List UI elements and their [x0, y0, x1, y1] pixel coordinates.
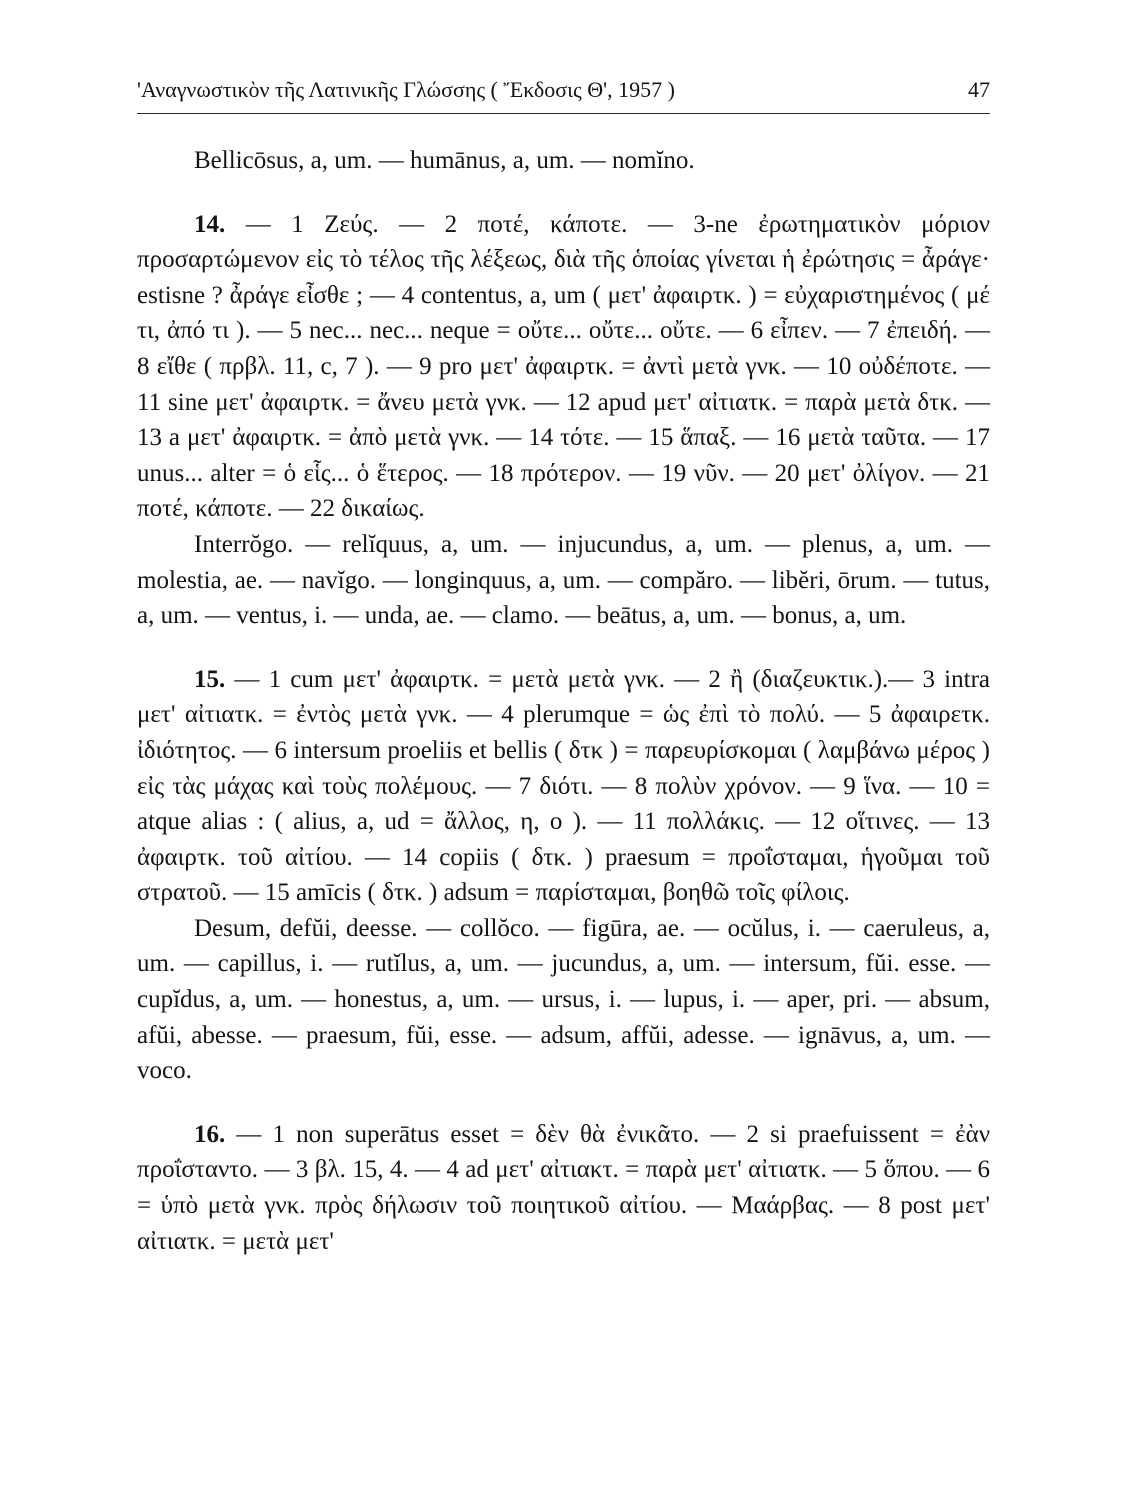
section-gap — [137, 179, 990, 207]
vocab-block-13 — [137, 143, 990, 179]
section-number: 16. — [194, 1120, 226, 1148]
section-number: 14. — [194, 210, 226, 238]
section-15 — [137, 662, 990, 1089]
section-number: 15. — [194, 665, 226, 693]
notes-text: — 1 cum μετ' ἀφαιρτκ. = μετὰ μετὰ γνκ. — 2 ἢ (διαζευκτικ.).— 3 intra μετ' αἰτιατκ. = ἐντὸς μετὰ γνκ. — 4 plerumque = ὡς ἐπὶ τὸ πολύ. — 5 ἀφαιρετκ. ἰδιότητος. — 6 intersum proeliis et bellis ( δτκ ) = παρευρίσκομαι ( λαμβάνω μέρος ) εἰς τὰς μάχας καὶ τοὺς πολέμους. — 7 διότι. — 8 πολὺν χρόνον. — 9 ἵνα. — 10 = atque alias : ( alius, a, ud = ἄλλος, η, ο ). — 11 πολλάκις. — 12 οἵτινες. — 13 ἀφαιρτκ. τοῦ αἰτίου. — 14 copiis ( δτκ. ) praesum = προΐσταμαι, ἡγοῦμαι τοῦ στρατοῦ. — 15 amīcis ( δτκ. ) adsum = παρίσταμαι, βοηθῶ τοῖς φίλοις. — [137, 665, 990, 907]
page-number: 47 — [968, 77, 990, 102]
vocab-paragraph: Bellicōsus, a, um. — humānus, a, um. — nomĭno. — [194, 147, 695, 174]
notes-text: — 1 Ζεύς. — 2 ποτέ, κάποτε. — 3-ne ἐρωτηματικὸν μόριον προσαρτώμενον εἰς τὸ τέλος τῆς λέξεως, διὰ τῆς ὁποίας γίνεται ἡ ἐρώτησις = ἆράγε· estisne ? ἆράγε εἶσθε ; — 4 contentus, a, um ( μετ' ἀφαιρτκ. ) = εὐχαριστημένος ( μέ τι, ἀπό τι ). — 5 nec... nec... neque = οὔτε... οὔτε... οὔτε. — 6 εἶπεν. — 7 ἐπειδή. — 8 εἴθε ( πρβλ. 11, c, 7 ). — 9 pro μετ' ἀφαιρτκ. = ἀντὶ μετὰ γνκ. — 10 οὐδέποτε. — 11 sine μετ' ἀφαιρτκ. = ἄνευ μετὰ γνκ. — 12 apud μετ' αἰτιατκ. = παρὰ μετὰ δτκ. — 13 a μετ' ἀφαιρτκ. = ἀπὸ μετὰ γνκ. — 14 τότε. — 15 ἅπαξ. — 16 μετὰ ταῦτα. — 17 unus... alter = ὁ εἷς... ὁ ἕτερος. — 18 πρότερον. — 19 νῦν. — 20 μετ' ὀλίγον. — 21 ποτέ, κάποτε. — 22 δικαίως. — [137, 210, 990, 523]
running-head — [137, 78, 990, 102]
header-rule — [137, 113, 990, 114]
vocab-paragraph: Interrŏgo. — relĭquus, a, um. — injucundus, a, um. — plenus, a, um. — molestia, ae. — navĭgo. — longinquus, a, um. — compăro. — libĕri, ōrum. — tutus, a, um. — ventus, i. — unda, ae. — clamo. — beātus, a, um. — bonus, a, um. — [137, 530, 990, 630]
page-body — [137, 143, 990, 1259]
section-gap — [137, 634, 990, 662]
notes-paragraph — [137, 207, 990, 527]
notes-paragraph — [137, 1117, 990, 1259]
section-16 — [137, 1117, 990, 1259]
section-14 — [137, 207, 990, 634]
running-title: 'Αναγνωστικὸν τῆς Λατινικῆς Γλώσσης ( Ἔκδοσις Θ', 1957 ) — [137, 77, 675, 102]
vocab-paragraph: Desum, defŭi, deesse. — collŏco. — figūra, ae. — ocŭlus, i. — caeruleus, a, um. — capillus, i. — rutĭlus, a, um. — jucundus, a, um. — intersum, fŭi. esse. — cupĭdus, a, um. — honestus, a, um. — ursus, i. — lupus, i. — aper, pri. — absum, afŭi, abesse. — praesum, fŭi, esse. — adsum, affŭi, adesse. — ignāvus, a, um. — voco. — [137, 914, 990, 1085]
notes-paragraph — [137, 662, 990, 911]
notes-text: — 1 non superātus esset = δὲν θὰ ἐνικᾶτο. — 2 si praefuissent = ἐὰν προΐσταντο. — 3 βλ. 15, 4. — 4 ad μετ' αἰτιακτ. = παρὰ μετ' αἰτιατκ. — 5 ὅπου. — 6 = ὑπὸ μετὰ γνκ. πρὸς δήλωσιν τοῦ ποιητικοῦ αἰτίου. — Μαάρβας. — 8 post μετ' αἰτιατκ. = μετὰ μετ' — [137, 1120, 990, 1255]
section-gap — [137, 1089, 990, 1117]
